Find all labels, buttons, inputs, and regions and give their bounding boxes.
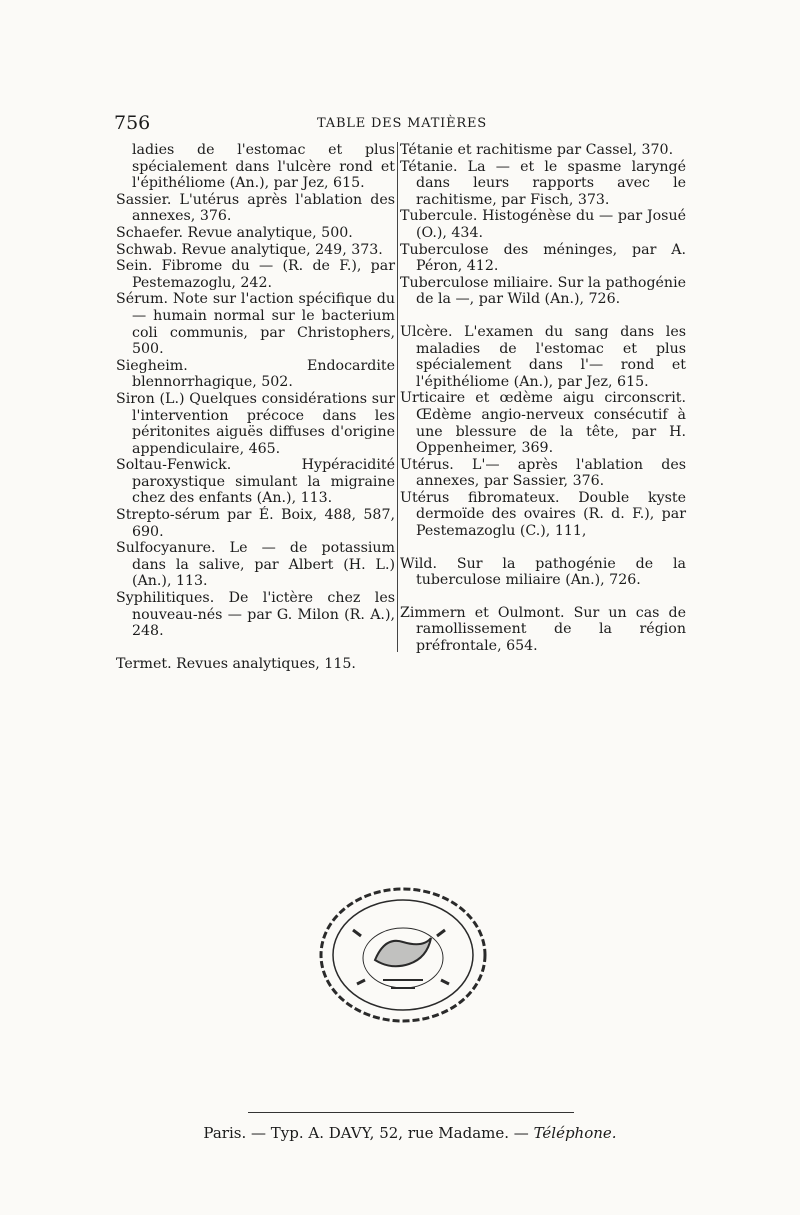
index-entry: Zimmern et Oulmont. Sur un cas de ramollissement de la région préfrontale, 654. [400,604,686,655]
index-entry: Siegheim. Endocardite blennorrhagique, 502. [116,357,395,391]
imprint-footer [110,1124,710,1142]
section-gap [400,540,686,556]
stamp-seal-icon [313,880,493,1030]
footer-separator: — [509,1124,534,1142]
footer-printer: Typ. A. DAVY, 52, rue Madame. [270,1124,510,1142]
section-gap [400,589,686,605]
index-entry: Ulcère. L'examen du sang dans les maladies de l'estomac et plus spécialement dans l'— rond et l'épithéliome (An.), par Jez, 615. [400,323,686,390]
index-entry: Siron (L.) Quelques considérations sur l'intervention précoce dans les péritonites aiguës diffuses d'origine appendiculaire, 465. [116,390,395,457]
index-entry: Sein. Fibrome du — (R. de F.), par Pestemazoglu, 242. [116,258,395,291]
index-entry: Tuberculose miliaire. Sur la pathogénie de la —, par Wild (An.), 726. [400,274,686,308]
index-entry: Tuberculose des méninges, par A. Péron, 412. [400,241,686,275]
footer-separator: — [246,1124,271,1142]
index-entry: Utérus. L'— après l'ablation des annexes, par Sassier, 376. [400,456,686,490]
running-title: TABLE DES MATIÈRES [317,116,487,131]
library-stamp [313,880,493,1030]
index-entry: Strepto-sérum par É. Boix, 488, 587, 690. [116,507,395,540]
index-entry: Tétanie. La — et le spasme laryngé dans leurs rapports avec le rachitisme, par Fisch, 373. [400,158,686,208]
index-entry: Tétanie et rachitisme par Cassel, 370. [400,142,674,158]
index-entry: Sassier. L'utérus après l'ablation des annexes, 376. [116,191,395,225]
index-entry: Soltau-Fenwick. Hypéracidité paroxystique simulant la migraine chez des enfants (An.), 113. [116,457,395,507]
footer-rule [248,1112,574,1113]
column-divider [397,142,398,652]
index-entry: Urticaire et œdème aigu circonscrit. Œdème angio-nerveux consécutif à une blessure de la tête, par H. Oppenheimer, 369. [400,390,686,457]
section-gap [116,640,395,656]
page-header [114,112,690,138]
index-entry: Syphilitiques. De l'ictère chez les nouveau-nés — par G. Milon (R. A.), 248. [116,590,395,640]
index-column-left [116,142,395,672]
index-entry: Utérus fibromateux. Double kyste dermoïde des ovaires (R. d. F.), par Pestemazoglu (C.), 111, [400,489,686,540]
section-gap [400,308,686,324]
page-number: 756 [114,112,151,134]
footer-phone: Téléphone. [533,1124,617,1142]
index-entry: Schwab. Revue analytique, 249, 373. [116,241,383,258]
index-entry: Sérum. Note sur l'action spécifique du — humain normal sur le bacterium coli communis, par Christophers, 500. [116,291,395,358]
index-entry: Sulfocyanure. Le — de potassium dans la salive, par Albert (H. L.) (An.), 113. [116,540,395,590]
index-entry: Wild. Sur la pathogénie de la tuberculose miliaire (An.), 726. [400,555,686,589]
index-entry: Termet. Revues analytiques, 115. [116,655,356,672]
footer-city: Paris. [203,1124,247,1142]
index-entry: Schaefer. Revue analytique, 500. [116,224,353,241]
index-entry: ladies de l'estomac et plus spécialement dans l'ulcère rond et l'épithéliome (An.), par Jez, 615. [132,142,395,192]
index-entry: Tubercule. Histogénèse du — par Josué (O.), 434. [400,208,686,241]
index-column-right [400,142,686,655]
